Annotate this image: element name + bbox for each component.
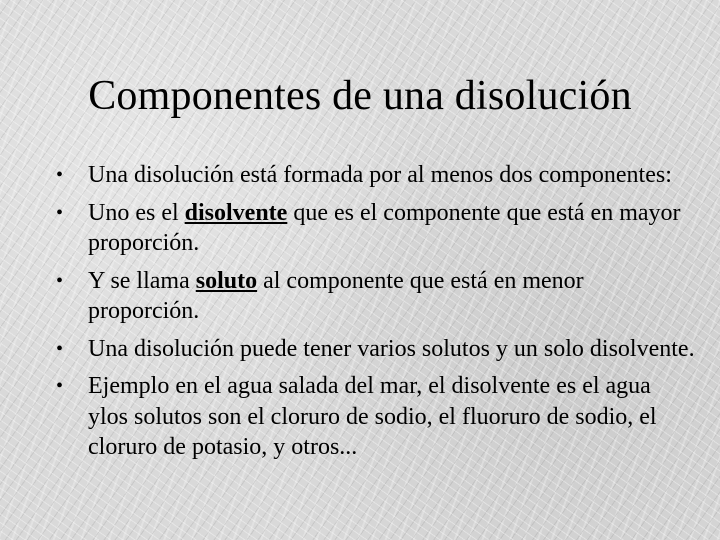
bullet-item (56, 334, 696, 365)
bullet-icon: • (56, 269, 64, 292)
bullet-text: Ejemplo en el agua salada del mar, el disolvente es el agua ylos solutos son el cloruro de sodio, el fluoruro de sodio, el cloruro de potasio, y otros... (88, 373, 657, 460)
bullet-text: Una disolución está formada por al menos dos componentes: (88, 162, 672, 188)
bullet-item (56, 198, 696, 259)
bullet-item (56, 266, 696, 327)
bullet-item (56, 371, 696, 463)
bullet-text: Una disolución puede tener varios solutos y un solo disolvente. (88, 335, 695, 362)
bullet-item (56, 160, 696, 191)
bullet-text-before: Uno es el (88, 199, 185, 226)
bullet-text-after: que es el componente que está en mayor proporción. (88, 199, 681, 256)
bullet-list (56, 160, 696, 470)
bullet-text-after: al componente que está en menor proporción. (88, 267, 584, 324)
bullet-icon: • (56, 337, 64, 360)
bullet-icon: • (56, 201, 64, 224)
bullet-icon: • (56, 164, 64, 186)
slide-title: Componentes de una disolución (88, 73, 632, 119)
term-soluto: soluto (195, 267, 258, 294)
term-disolvente: disolvente (184, 199, 288, 226)
bullet-text-before: Y se llama (88, 267, 196, 294)
bullet-icon: • (56, 375, 64, 397)
